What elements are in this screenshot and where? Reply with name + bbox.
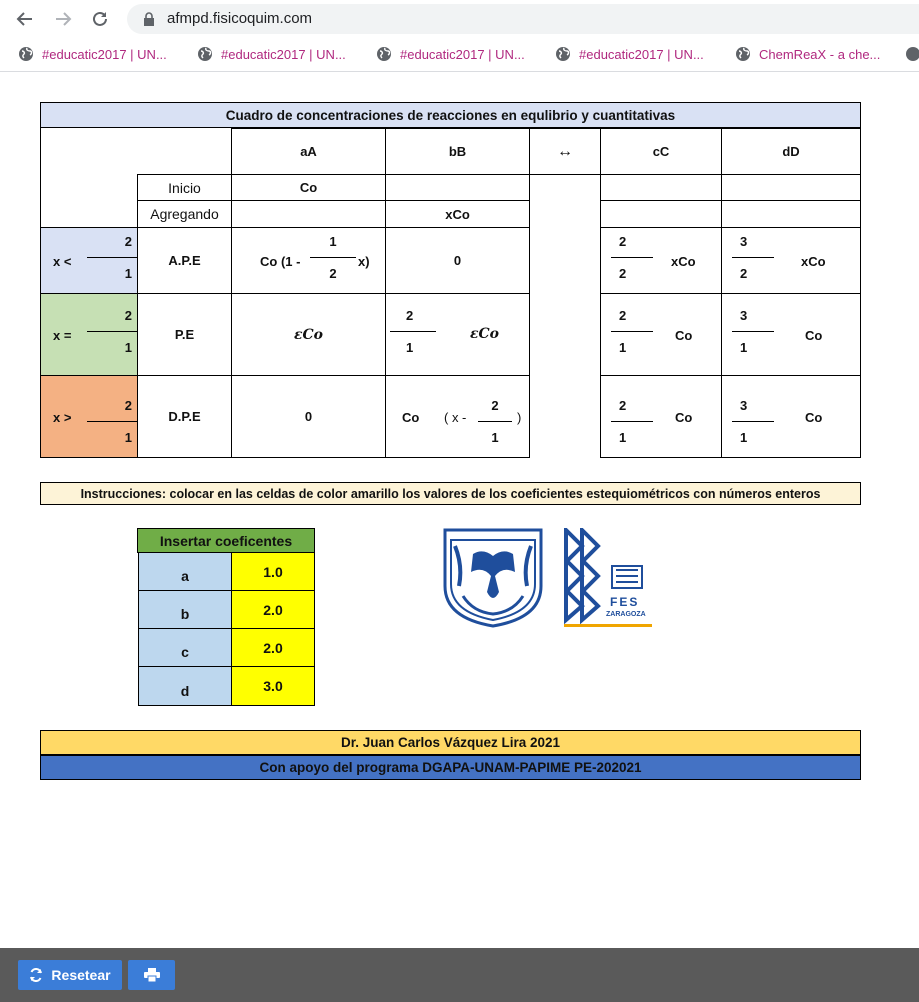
row-label-pe: P.E [137,293,232,376]
agregando-b: xCo [385,200,530,228]
inicio-d [721,174,861,201]
ape-condition: x < $\frac{2}{1}$ [40,227,138,294]
ape-c-fraction: $\frac{2}{2}$ [611,234,653,281]
ape-b: 0 [385,227,530,294]
reset-button-label: Resetear [51,967,111,983]
bookmark-5[interactable]: ChemReaX - a che... [735,46,880,62]
equilibrium-arrow-icon: ↔ [529,128,601,175]
pe-b: $\frac{2}{1}$ εCo [385,293,530,376]
pe-d-fraction: $\frac{3}{1}$ [732,308,774,355]
printer-icon [144,968,160,982]
print-button[interactable] [128,960,175,990]
inicio-b [385,174,530,201]
dpe-b-fraction: $\frac{2}{1}$ [478,398,512,445]
dpe-d: $\frac{3}{1}$ Co [721,375,861,458]
ape-a: Co (1 - $\frac{1}{2}$ x) [231,227,386,294]
dpe-c: $\frac{2}{1}$ Co [600,375,722,458]
dpe-a: 0 [231,375,386,458]
pe-a: εCo [231,293,386,376]
row-label-dpe: D.P.E [137,375,232,458]
globe-icon [18,46,34,62]
unam-logo [443,526,543,628]
globe-icon [905,46,919,62]
globe-icon [376,46,392,62]
lock-icon [143,12,155,31]
row-label-inicio: Inicio [137,174,232,201]
browser-toolbar [0,0,919,38]
globe-icon [555,46,571,62]
inicio-a: Co [231,174,386,201]
zaragoza-logo-text: ZARAGOZA [606,611,646,618]
forward-icon[interactable] [52,8,74,30]
table-title: Cuadro de concentraciones de reacciones en equlibrio y cuantitativas [40,102,861,128]
row-label-ape: A.P.E [137,227,232,294]
support-banner: Con apoyo del programa DGAPA-UNAM-PAPIME PE-202021 [40,755,861,780]
bookmark-3[interactable]: #educatic2017 | UN... [376,46,525,62]
coef-label-c: c [138,628,232,667]
header-cC: cC [600,128,722,175]
pe-c: $\frac{2}{1}$ Co [600,293,722,376]
refresh-icon [29,968,43,982]
footer-toolbar [0,948,919,1002]
bookmark-4[interactable]: #educatic2017 | UN... [555,46,704,62]
reload-icon[interactable] [89,8,111,30]
ape-d-fraction: $\frac{3}{2}$ [732,234,774,281]
bookmark-6[interactable] [905,46,919,62]
bookmarks-bar [0,38,919,72]
back-icon[interactable] [14,8,36,30]
ape-c: $\frac{2}{2}$ xCo [600,227,722,294]
coef-label-d: d [138,666,232,706]
reset-button[interactable] [18,960,122,990]
dpe-d-fraction: $\frac{3}{1}$ [732,398,774,445]
coef-input-a[interactable]: 1.0 [231,552,315,591]
table-border [40,128,41,175]
coef-label-a: a [138,552,232,591]
coef-input-c[interactable]: 2.0 [231,628,315,667]
agregando-c [600,200,722,228]
dpe-cond-fraction: $\frac{2}{1}$ [87,398,137,445]
coef-label-b: b [138,590,232,629]
author-banner: Dr. Juan Carlos Vázquez Lira 2021 [40,730,861,755]
ape-cond-fraction: $\frac{2}{1}$ [87,234,137,281]
fes-logo-text: FES [610,595,640,609]
agregando-d [721,200,861,228]
pe-condition: x = $\frac{2}{1}$ [40,293,138,376]
header-dD: dD [721,128,861,175]
bookmark-2[interactable]: #educatic2017 | UN... [197,46,346,62]
row-label-agregando: Agregando [137,200,232,228]
bookmark-1[interactable]: #educatic2017 | UN... [18,46,167,62]
coef-input-d[interactable]: 3.0 [231,666,315,706]
header-bB: bB [385,128,530,175]
globe-icon [735,46,751,62]
dpe-condition: x > $\frac{2}{1}$ [40,375,138,458]
coefficients-header: Insertar coeficentes [137,528,315,553]
header-aA: aA [231,128,386,175]
url-text: afmpd.fisicoquim.com [167,10,313,27]
agregando-a [231,200,386,228]
pe-b-fraction: $\frac{2}{1}$ [390,308,436,355]
globe-icon [197,46,213,62]
pe-d: $\frac{3}{1}$ Co [721,293,861,376]
ape-d: $\frac{3}{2}$ xCo [721,227,861,294]
coef-input-b[interactable]: 2.0 [231,590,315,629]
pe-cond-fraction: $\frac{2}{1}$ [87,308,137,355]
fes-zaragoza-logo [562,528,654,630]
instructions-banner: Instrucciones: colocar en las celdas de color amarillo los valores de los coeficientes estequiométricos con números enteros [40,482,861,505]
dpe-b: Co ( x - $\frac{2}{1}$ ) [385,375,530,458]
ape-a-fraction: $\frac{1}{2}$ [310,234,356,281]
address-bar[interactable] [127,4,919,34]
table-border [40,174,137,228]
dpe-c-fraction: $\frac{2}{1}$ [611,398,653,445]
inicio-c [600,174,722,201]
pe-c-fraction: $\frac{2}{1}$ [611,308,653,355]
